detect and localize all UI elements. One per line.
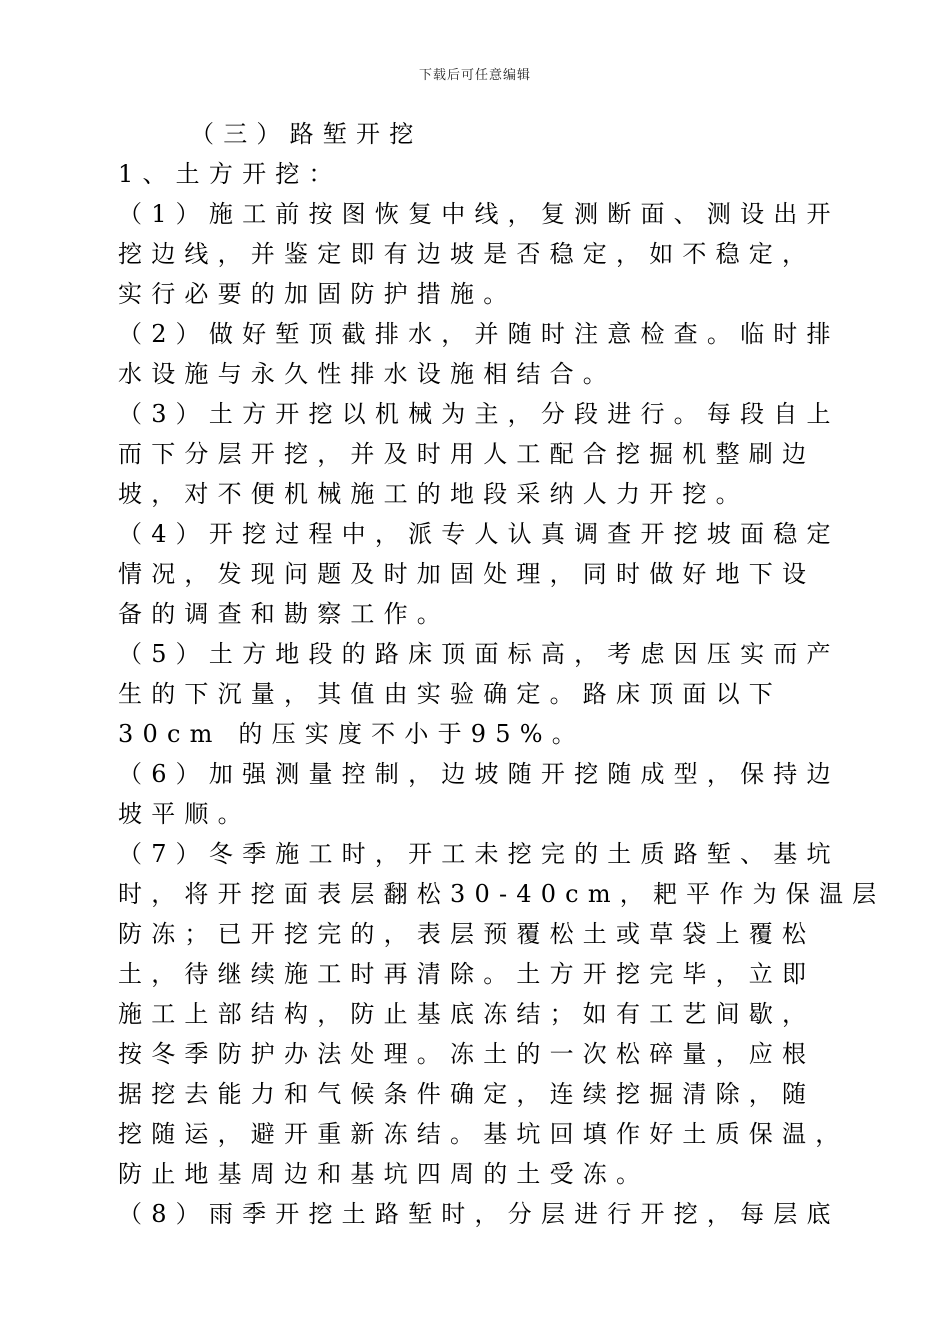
text-line: 实行必要的加固防护措施。 [118,280,517,308]
text-line: 情况，发现问题及时加固处理，同时做好地下设 [118,560,816,588]
text-line: （2）做好堑顶截排水，并随时注意检查。临时排 [118,320,840,348]
text-line: 坡平顺。 [118,800,251,828]
text-line: （5）土方地段的路床顶面标高，考虑因压实而产 [118,640,840,668]
text-line: 坡，对不便机械施工的地段采纳人力开挖。 [118,480,749,508]
text-line: 据挖去能力和气候条件确定，连续挖掘清除，随 [118,1080,816,1108]
text-line: 土，待继续施工时再清除。土方开挖完毕，立即 [118,960,816,988]
text-line: 时，将开挖面表层翻松30-40cm，耙平作为保温层 [118,880,886,908]
text-line: （1）施工前按图恢复中线，复测断面、测设出开 [118,200,840,228]
text-line: 按冬季防护办法处理。冻土的一次松碎量，应根 [118,1040,816,1068]
text-line: （4）开挖过程中，派专人认真调查开挖坡面稳定 [118,520,840,548]
text-line: 挖边线，并鉴定即有边坡是否稳定，如不稳定， [118,240,816,268]
text-line: 而下分层开挖，并及时用人工配合挖掘机整刷边 [118,440,816,468]
text-line: 生的下沉量，其值由实验确定。路床顶面以下 [118,680,782,708]
text-line: （8）雨季开挖土路堑时，分层进行开挖，每层底 [118,1200,840,1228]
text-line: 30cm 的压实度不小于95%。 [118,720,585,748]
text-line: 挖随运，避开重新冻结。基坑回填作好土质保温， [118,1120,849,1148]
text-line: 备的调查和勘察工作。 [118,600,450,628]
subsection-heading: 1、土方开挖： [118,160,342,188]
text-line: （7）冬季施工时，开工未挖完的土质路堑、基坑 [118,840,840,868]
section-heading: （三）路堑开挖 [190,120,423,148]
page-header: 下载后可任意编辑 [418,68,531,83]
document-body [118,114,886,1234]
text-line: 防止地基周边和基坑四周的土受冻。 [118,1160,650,1188]
text-line: （6）加强测量控制，边坡随开挖随成型，保持边 [118,760,840,788]
text-line: （3）土方开挖以机械为主，分段进行。每段自上 [118,400,840,428]
text-line: 防冻；已开挖完的，表层预覆松土或草袋上覆松 [118,920,816,948]
text-line: 水设施与永久性排水设施相结合。 [118,360,616,388]
text-line: 施工上部结构，防止基底冻结；如有工艺间歇， [118,1000,816,1028]
